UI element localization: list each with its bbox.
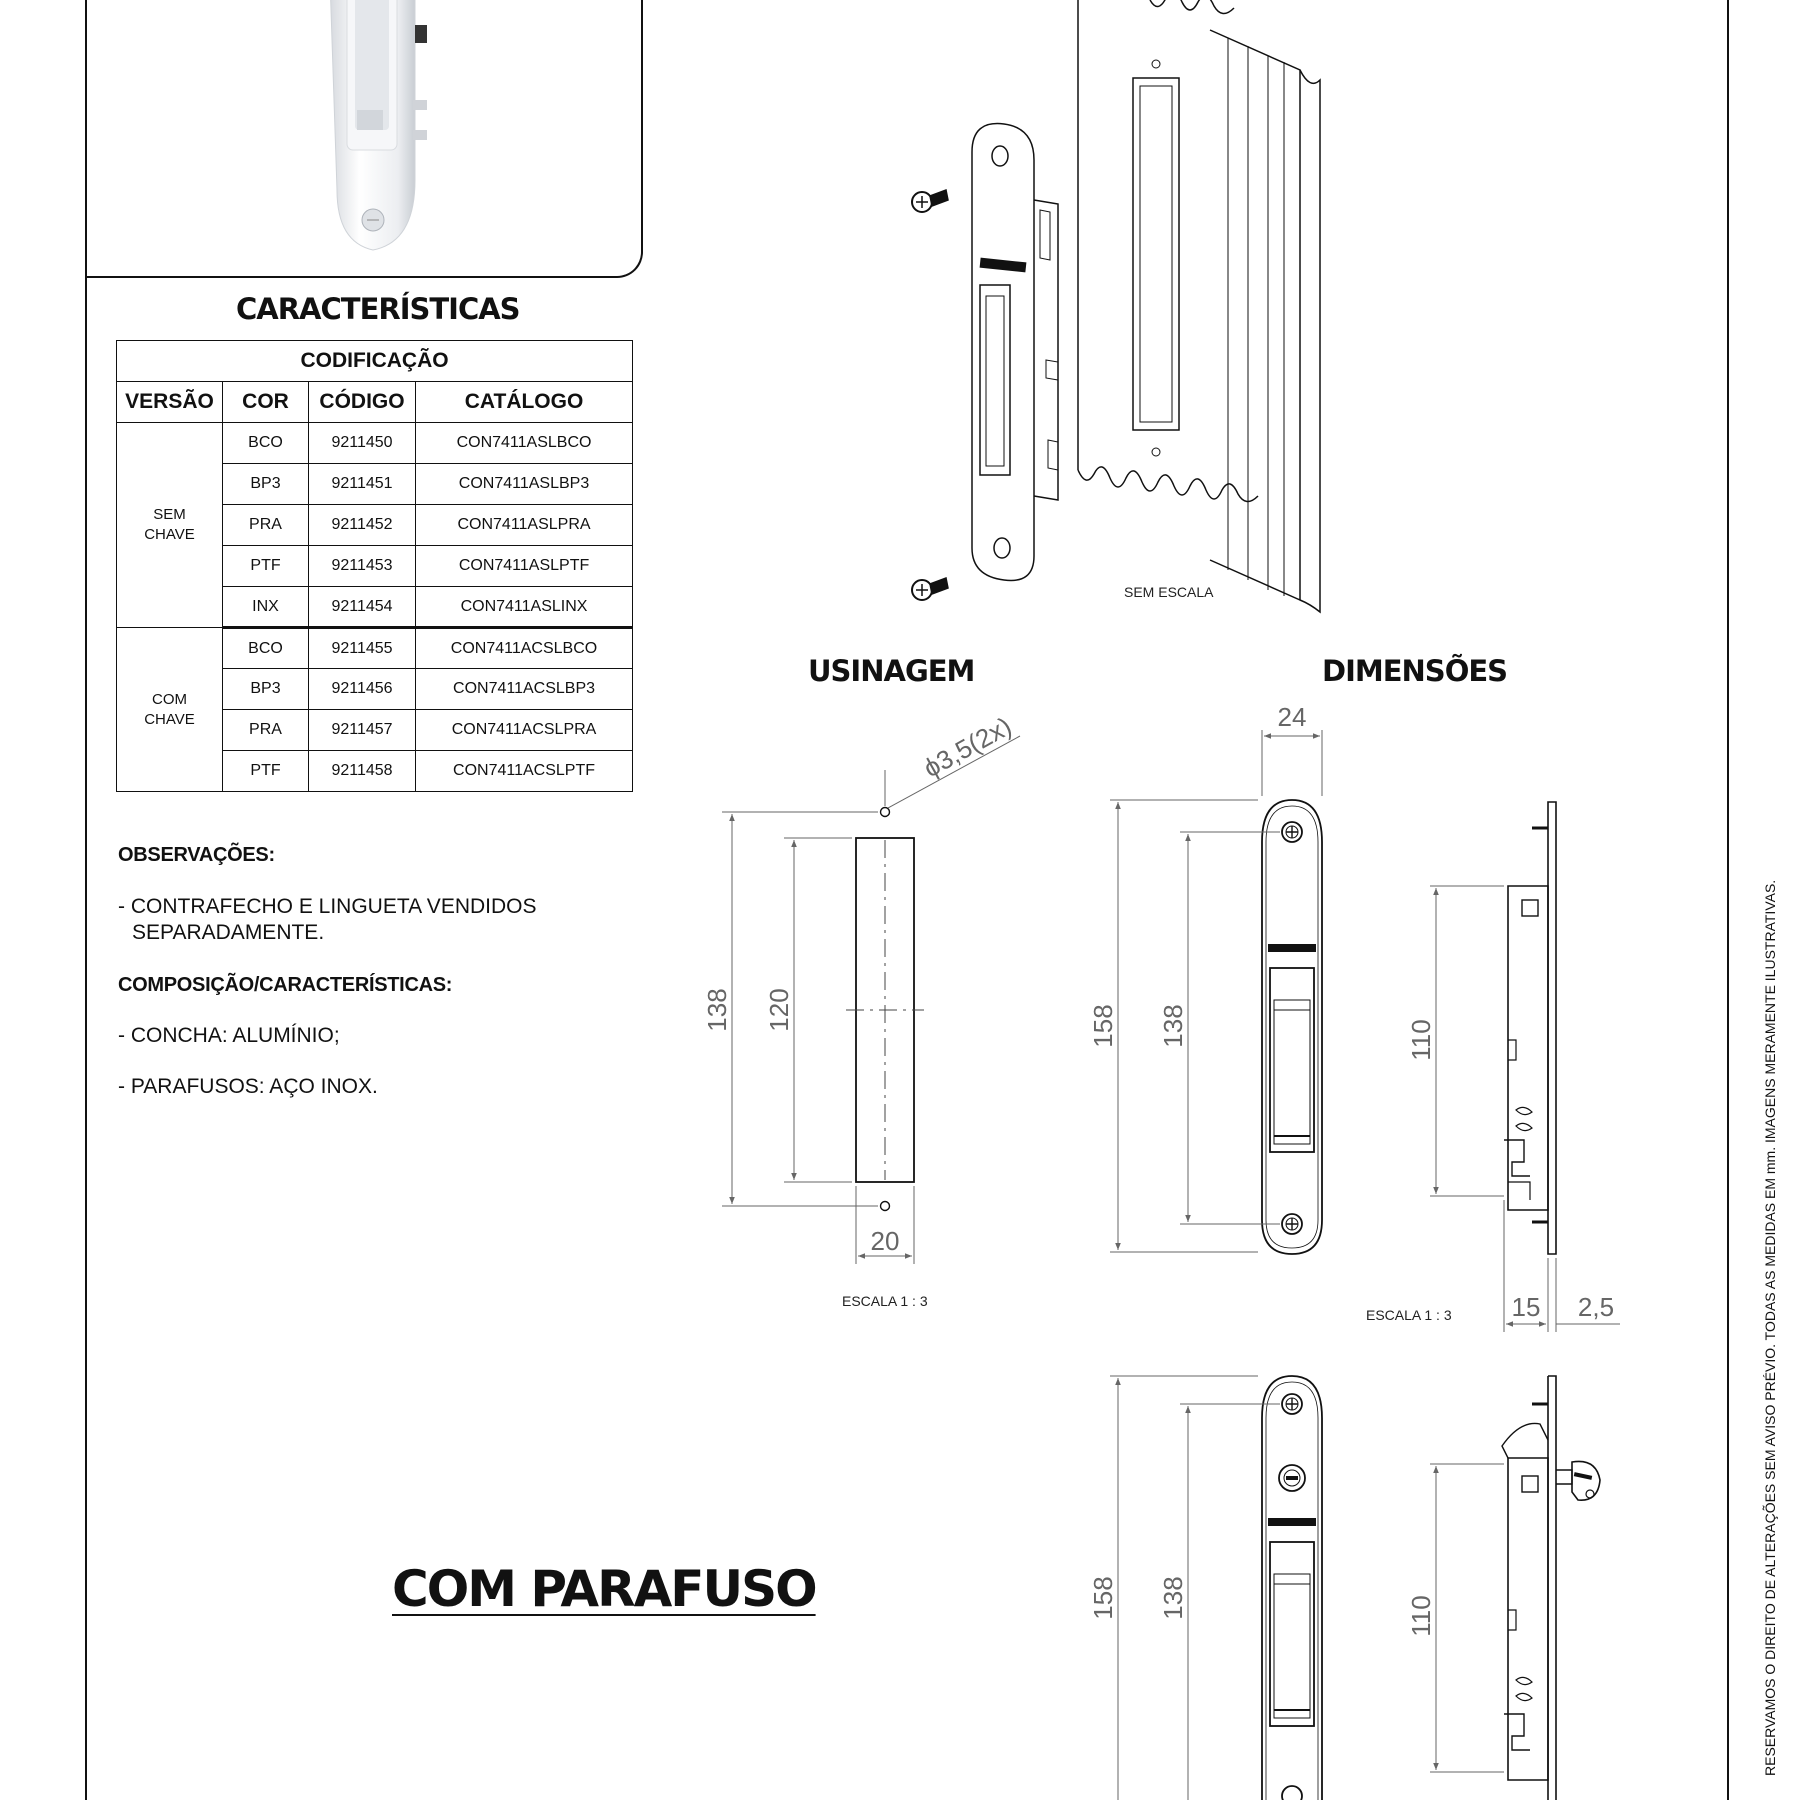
dim-usinagem-120: 120	[764, 988, 794, 1032]
lock-body-side	[1034, 200, 1058, 500]
catalog-cell: CON7411ASLBCO	[416, 423, 633, 464]
lock-faceplate	[972, 124, 1034, 581]
characteristics-title: CARACTERÍSTICAS	[236, 292, 520, 326]
catalog-cell: CON7411ASLPRA	[416, 505, 633, 546]
column-header-catalog: CATÁLOGO	[416, 382, 633, 423]
code-cell: 9211452	[309, 505, 416, 546]
dimensoes-title: DIMENSÕES	[1322, 654, 1508, 688]
code-cell: 9211450	[309, 423, 416, 464]
door-break-line-top	[1150, 0, 1234, 14]
screw-icon	[1282, 822, 1302, 842]
usinagem-scale-label: ESCALA 1 : 3	[842, 1293, 928, 1309]
catalog-cell: CON7411ASLPTF	[416, 546, 633, 587]
catalog-cell: CON7411ASLINX	[416, 587, 633, 628]
front-pull-recess	[1270, 968, 1314, 1152]
lock-pull-inner	[986, 296, 1004, 466]
keyed-side-view-drawing	[1502, 1376, 1600, 1800]
keyed-side-body	[1508, 1458, 1548, 1780]
lock-brand-plate	[980, 258, 1027, 273]
exploded-view	[912, 0, 1320, 612]
faceplate-hole-top	[992, 146, 1008, 166]
screw-icon	[1282, 1394, 1302, 1414]
dim-front-height: 158	[1088, 1004, 1118, 1048]
dim-front-screw: 138	[1158, 1004, 1188, 1048]
lock-body-tabs	[1046, 360, 1058, 470]
keyed-side-faceplate	[1548, 1376, 1556, 1800]
com-parafuso-title: COM PARAFUSO	[392, 1560, 816, 1618]
catalog-cell: CON7411ACSLBCO	[416, 628, 633, 669]
hole-bottom	[881, 1202, 890, 1211]
color-cell: BCO	[223, 628, 309, 669]
observations-title: OBSERVAÇÕES:	[118, 844, 275, 866]
observation-line: SEPARADAMENTE.	[132, 921, 325, 944]
catalog-cell: CON7411ACSLPTF	[416, 751, 633, 792]
composition-title: COMPOSIÇÃO/CARACTERÍSTICAS:	[118, 974, 453, 996]
column-header-version: VERSÃO	[117, 382, 223, 423]
observation-line: - CONTRAFECHO E LINGUETA VENDIDOS	[118, 895, 537, 918]
code-cell: 9211457	[309, 710, 416, 751]
version-label: CHAVE	[144, 710, 195, 728]
lock-body-slot	[1040, 210, 1050, 260]
dim-usinagem-20: 20	[870, 1226, 900, 1256]
color-cell: PRA	[223, 710, 309, 751]
color-cell: BCO	[223, 423, 309, 464]
keyed-side-dim-lines	[1430, 1464, 1504, 1772]
table-group-header: CODIFICAÇÃO	[117, 341, 633, 382]
dim-keyed-side-height: 110	[1406, 1595, 1436, 1637]
catalog-cell: CON7411ACSLPRA	[416, 710, 633, 751]
code-cell: 9211458	[309, 751, 416, 792]
door-panel-lines	[1228, 38, 1284, 596]
sem-escala-label: SEM ESCALA	[1124, 584, 1214, 600]
screw-bottom-icon	[912, 578, 948, 600]
pilot-hole-bottom	[1152, 448, 1160, 456]
front-faceplate	[1262, 800, 1322, 1254]
code-cell: 9211451	[309, 464, 416, 505]
keyed-pull-recess	[1270, 1542, 1314, 1726]
catalog-cell: CON7411ASLBP3	[416, 464, 633, 505]
version-label: SEM	[153, 506, 186, 523]
front-pull-inner	[1274, 1000, 1310, 1144]
door-panel	[1210, 30, 1300, 600]
side-view-dim-lines	[1430, 886, 1620, 1332]
dim-side-flange: 2,5	[1577, 1292, 1615, 1322]
composition-item: - CONCHA: ALUMÍNIO;	[118, 1024, 340, 1047]
dim-front-width: 24	[1277, 702, 1307, 732]
lock-pull-recess	[980, 285, 1010, 475]
composition-item: - PARAFUSOS: AÇO INOX.	[118, 1075, 378, 1098]
door-edge-curl	[1300, 70, 1320, 612]
usinagem-title: USINAGEM	[808, 654, 975, 688]
brand-plate	[1268, 1518, 1316, 1526]
screw-icon	[1282, 1786, 1302, 1800]
version-label: COM	[152, 690, 187, 708]
key-icon	[1556, 1461, 1600, 1500]
keyed-faceplate-right	[1262, 1376, 1322, 1800]
dim-keyed-front-height: 158	[1088, 1576, 1118, 1620]
keyed-front-view-drawing	[1262, 1376, 1322, 1800]
keyed-latch	[1502, 1423, 1548, 1458]
dim-usinagem-138: 138	[702, 988, 732, 1032]
color-cell: PTF	[223, 751, 309, 792]
dim-hole-label: ϕ3,5(2x)	[918, 710, 1017, 784]
front-view-dim-lines	[1110, 730, 1322, 1252]
side-faceplate	[1548, 802, 1556, 1254]
keyed-front-dim-lines	[1110, 1376, 1280, 1800]
door-break-line-bottom	[1078, 467, 1258, 502]
brand-plate	[1268, 944, 1316, 952]
side-view-drawing	[1504, 802, 1556, 1254]
dimensoes-scale-label: ESCALA 1 : 3	[1366, 1307, 1452, 1323]
code-cell: 9211455	[309, 628, 416, 669]
disclaimer-text: RESERVAMOS O DIREITO DE ALTERAÇÕES SEM AVISO PRÉVIO. TODAS AS MEDIDAS EM mm. IMAGENS MERAMENTE ILUSTRATIVAS.	[1762, 879, 1778, 1776]
dim-keyed-screw: 138	[1158, 1576, 1188, 1620]
color-cell: BP3	[223, 669, 309, 710]
keyhole-icon	[1279, 1465, 1305, 1491]
color-cell: BP3	[223, 464, 309, 505]
hole-top	[881, 808, 890, 817]
screw-icon	[1282, 1214, 1302, 1234]
color-cell: INX	[223, 587, 309, 628]
code-cell: 9211456	[309, 669, 416, 710]
column-header-color: COR	[223, 382, 309, 423]
code-cell: 9211453	[309, 546, 416, 587]
column-header-code: CÓDIGO	[309, 382, 416, 423]
screw-top-icon	[912, 190, 948, 212]
pilot-hole-top	[1152, 60, 1160, 68]
version-label: CHAVE	[144, 526, 195, 543]
code-cell: 9211454	[309, 587, 416, 628]
dim-side-height: 110	[1406, 1019, 1436, 1061]
color-cell: PTF	[223, 546, 309, 587]
dim-side-depth: 15	[1511, 1292, 1541, 1322]
door-pocket-inner	[1140, 86, 1172, 422]
color-cell: PRA	[223, 505, 309, 546]
faceplate-hole-bottom	[994, 538, 1010, 558]
catalog-cell: CON7411ACSLBP3	[416, 669, 633, 710]
front-view-drawing	[1262, 800, 1322, 1254]
